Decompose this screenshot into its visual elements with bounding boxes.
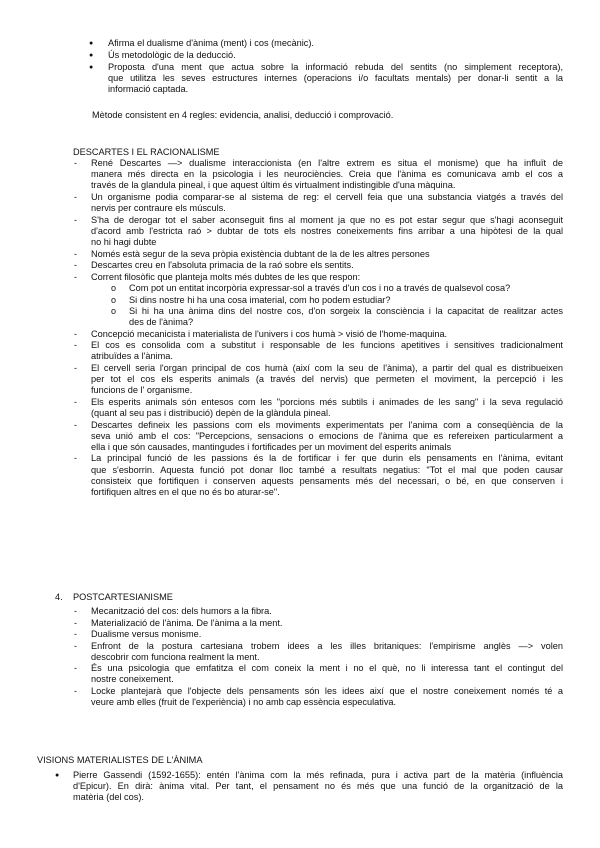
list-marker: - (74, 214, 77, 225)
paragraph-line: Descartes creu en l'absoluta primacia de la raó sobre els sentits. (91, 260, 354, 270)
list-marker: - (74, 158, 77, 168)
list-marker: o (111, 283, 117, 293)
section-number: 4. (55, 592, 63, 602)
list-marker: o (111, 306, 117, 316)
paragraph-line: nostre coneixement. (91, 674, 174, 685)
paragraph-line: Proposta d'una ment que actua sobre la informació rebuda del sentits (no simplement receptora), (108, 61, 563, 72)
paragraph-line: Només està segur de la seva pròpia existència dubtant de la de les altres persones (91, 248, 430, 259)
section-heading: DESCARTES I EL RACIONALISME (73, 147, 220, 157)
paragraph-line: veure amb elles (fruit de l'experiència) i no amb cap essència especulativa. (91, 697, 397, 708)
list-marker: - (74, 340, 77, 351)
list-marker: - (74, 362, 77, 373)
paragraph-line: Afirma el dualisme d'ànima (ment) i cos (mecànic). (108, 38, 314, 48)
list-marker: - (74, 248, 77, 259)
paragraph-line: nervis per contraure els músculs. (91, 203, 226, 214)
paragraph-line: seva unió amb el cos: "Percepcions, sensacions o emocions de l'ànima que es refereixen particularment a (91, 430, 563, 441)
paragraph-line: matèria (del cos). (73, 792, 144, 803)
section-heading: VISIONS MATERIALISTES DE L'ÀNIMA (37, 755, 203, 765)
paragraph-line: Un organisme podia comparar-se al sistema de reg: el cervell feia que una substancia viatgés a través del (91, 191, 563, 202)
paragraph-line: (quant al seu pas i distribució) depèn de la glàndula pineal. (91, 408, 331, 418)
list-marker: - (74, 663, 77, 674)
list-marker: - (74, 640, 77, 651)
paragraph-line: El cos es consolida com a substitut i responsable de les funcions apetitives i sensitives tradicionalment (91, 340, 563, 351)
paragraph-line: S'ha de derogar tot el saber aconseguit fins al moment ja que no es pot estar segur que s'hagi aconseguit (91, 214, 563, 225)
paragraph-line: atribuïdes a l'ànima. (91, 351, 173, 362)
paragraph-line: Materializació de l'ànima. De l'ànima a la ment. (91, 617, 283, 628)
paragraph-line: informació captada. (108, 84, 189, 94)
method-text: Mètode consistent en 4 regles: evidencia, analisi, deducció i comprovació. (92, 109, 394, 120)
paragraph-line: manera més directa en la psicologia i les neurociències. Creia que l'ànima es comunicava amb el cos a (91, 169, 563, 180)
paragraph-line: Si hi ha una ànima dins del nostre cos, d'on sorgeix la consciència i la capacitat de realitzar actes (129, 306, 563, 316)
list-marker: o (111, 294, 117, 305)
paragraph-line: des de l'ànima? (129, 317, 194, 328)
list-marker: - (74, 396, 77, 407)
paragraph-line: És una psicologia que emfatitza el com coneix la ment i no el què, no li interessa tant el contingut del (91, 663, 563, 674)
paragraph-line: descobrir com funciona realment la ment. (91, 651, 260, 662)
list-marker: - (74, 260, 77, 270)
paragraph-line: no hi hagi dubte (91, 237, 157, 247)
paragraph-line: fortifiquen altres en el que no és bo aturar-se". (91, 487, 280, 497)
paragraph-line: Concepció mecanicista i materialista de l'univers i cos humà > visió de l'home-maquina. (91, 328, 448, 339)
paragraph-line: ella i que són causades, mantingudes i fortificades per un moviment del esperits animals (91, 441, 452, 452)
paragraph-line: Enfront de la postura cartesiana trobem idees a les illes britaniques: l'empirisme anglès —> volen (91, 640, 563, 651)
paragraph-line: El cervell seria l'organ principal de cos humà (així com la seu de l'ànima), a partir del qual es distribueixen (91, 362, 563, 373)
list-marker: - (74, 191, 77, 202)
list-marker: - (74, 685, 77, 696)
paragraph-line: que utilitza les seves estructures internes (operacions i/o facultats mentals) per donar-li sentit a la (108, 72, 563, 83)
paragraph-line: René Descartes —> dualisme interaccionista (en l'altre extrem es situa el monisme) que ha influït de (91, 158, 563, 168)
list-marker: - (74, 606, 77, 616)
paragraph-line: Ús metodològic de la deducció. (108, 49, 236, 60)
list-marker: - (74, 629, 77, 639)
list-marker: ● (89, 63, 94, 71)
paragraph-line: Mecanització del cos: dels humors a la fibra. (91, 606, 272, 616)
list-marker: - (74, 328, 77, 339)
paragraph-line: La principal funció de les passions és la de fortificar i fer que durin els pensaments en l'ànima, evitant (91, 453, 563, 464)
paragraph-line: Si dins nostre hi ha una cosa imaterial, com ho podem estudiar? (129, 294, 391, 305)
paragraph-line: Descartes defineix les passions com els moviments experimentats per l'anima com a conseqüència de la (91, 419, 563, 430)
list-marker: ● (55, 772, 60, 779)
paragraph-line: Locke plantejarà que l'objecte dels pensaments són les idees així que el nostre coneixement només té a (91, 685, 563, 696)
paragraph-line: funcions de l' organisme. (91, 385, 193, 396)
list-marker: ● (89, 40, 94, 47)
paragraph-line: per tot el cos els esperits animals (a través del nervis) que permeten el moviment, la percepció i les (91, 374, 563, 385)
section-heading: POSTCARTESIANISME (73, 592, 173, 602)
list-marker: ● (89, 51, 94, 59)
paragraph-line: Pierre Gassendi (1592-1655): entén l'ànima com la més refinada, pura i activa part de la matèria (influència (73, 770, 563, 780)
paragraph-line: Els esperits animals són entesos com les "porcions més subtils i animades de les sang" i la seva regulació (91, 396, 563, 407)
paragraph-line: Corrent filosòfic que planteja molts més dubtes de les que respon: (91, 271, 361, 282)
paragraph-line: d'Epicur). En dirà: ànima vital. Per tant, el pensament no és més que una funció de la organització de la (73, 781, 563, 792)
list-marker: - (74, 419, 77, 430)
paragraph-line: d'acord amb l'estricta raó > dubtar de tots els nostres coneixements fins arribar a una hipòtesi de la qual (91, 225, 563, 236)
list-marker: - (74, 617, 77, 628)
paragraph-line: Dualisme versus monisme. (91, 629, 202, 639)
list-marker: - (74, 453, 77, 464)
paragraph-line: Com pot un entitat incorpòria expressar-sol a través d'un cos i no a través de qualsevol cosa? (129, 283, 511, 293)
paragraph-line: consisteix que fortifiquen i conserven aquests pensaments més del necessari, o bé, en que conserven i (91, 475, 563, 486)
list-marker: - (74, 271, 77, 282)
paragraph-line: través de la glandula pineal, i que aquest últim és virtualment indistingible d'una màquina. (91, 180, 456, 191)
paragraph-line: que s'esborrin. Aquesta funció pot donar lloc també a resultats negatius: "Tot el mal que poden causar (91, 464, 563, 475)
